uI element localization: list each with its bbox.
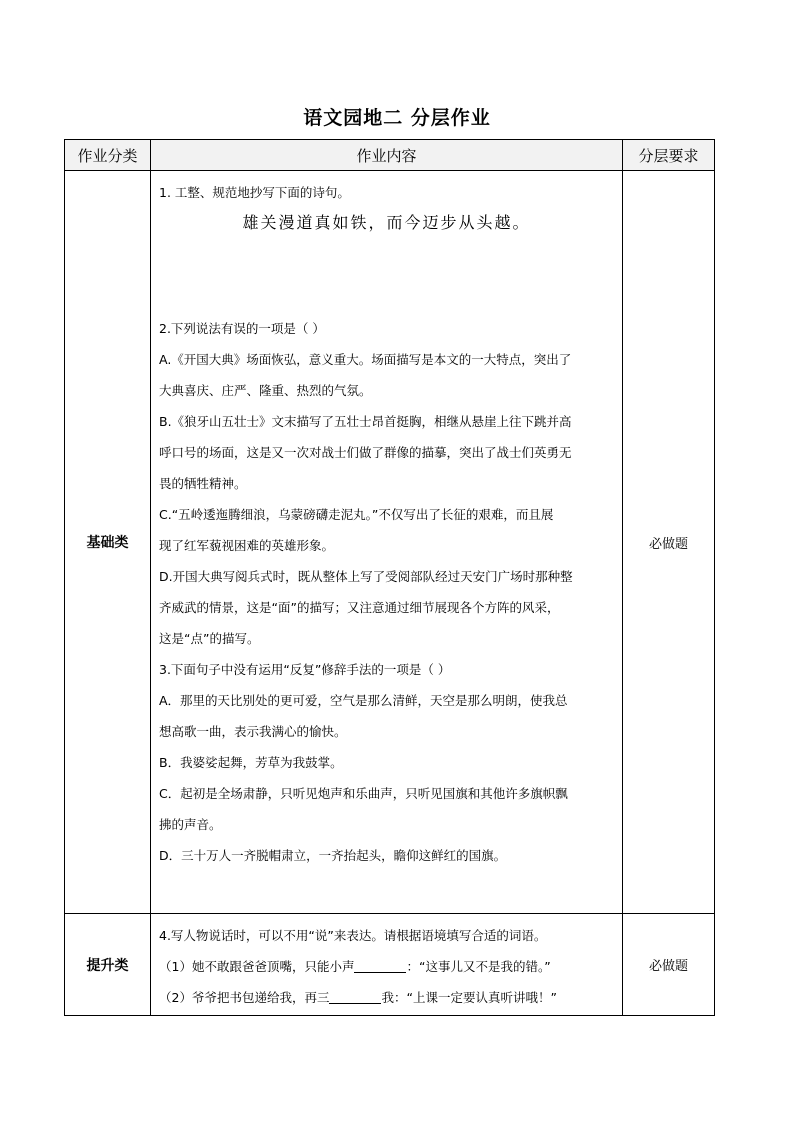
q2-option-a-line2: 大典喜庆、庄严、隆重、热烈的气氛。 <box>159 383 372 398</box>
header-requirement: 分层要求 <box>623 140 715 171</box>
q4-item-2-after: 我：“上课一定要认真听讲哦！” <box>381 990 557 1005</box>
q2-option-c-line1: C.“五岭逶迤腾细浪，乌蒙磅礴走泥丸。”不仅写出了长征的艰难，而且展 <box>159 507 554 522</box>
q3-option-c-line1: C．起初是全场肃静，只听见炮声和乐曲声，只听见国旗和其他许多旗帜飘 <box>159 786 568 801</box>
q4-item-1 <box>159 951 614 982</box>
page-title: 语文园地二 分层作业 <box>303 107 491 129</box>
q3-option-c-line2: 拂的声音。 <box>159 817 222 832</box>
poem-line: 雄关漫道真如铁，而今迈步从头越。 <box>242 213 531 232</box>
q4-item-1-before: （1）她不敢跟爸爸顶嘴，只能小声 <box>159 959 355 974</box>
header-content: 作业内容 <box>151 140 623 171</box>
q4-item-1-after: ：“这事儿又不是我的错。” <box>406 959 551 974</box>
header-category: 作业分类 <box>65 140 151 171</box>
table-row <box>65 171 715 914</box>
requirement-advanced: 必做题 <box>623 914 715 1016</box>
q2-option-d-line3: 这是“点”的描写。 <box>159 631 260 646</box>
fill-blank[interactable] <box>354 958 406 973</box>
q2-option-a-line1: A.《开国大典》场面恢弘，意义重大。场面描写是本文的一大特点，突出了 <box>159 352 572 367</box>
q2-option-c-line2: 现了红军藐视困难的英雄形象。 <box>159 538 335 553</box>
question-1: 1. 工整、规范地抄写下面的诗句。 <box>159 185 350 200</box>
q3-option-a-line1: A．那里的天比别处的更可爱，空气是那么清鲜，天空是那么明朗，使我总 <box>159 693 568 708</box>
q2-option-d-line1: D.开国大典写阅兵式时，既从整体上写了受阅部队经过天安门广场时那种整 <box>159 569 573 584</box>
copy-space <box>159 238 614 313</box>
q2-option-b-line1: B.《狼牙山五壮士》文末描写了五壮士昂首挺胸，相继从悬崖上往下跳并高 <box>159 414 572 429</box>
requirement-basic: 必做题 <box>623 171 715 914</box>
content-advanced <box>151 914 623 1016</box>
fill-blank[interactable] <box>329 989 381 1004</box>
question-2: 2.下列说法有误的一项是（ ） <box>159 321 325 336</box>
category-advanced: 提升类 <box>65 914 151 1016</box>
q2-option-b-line3: 畏的牺牲精神。 <box>159 476 247 491</box>
q3-option-a-line2: 想高歌一曲，表示我满心的愉快。 <box>159 724 347 739</box>
q3-option-d: D．三十万人一齐脱帽肃立，一齐抬起头，瞻仰这鲜红的国旗。 <box>159 848 507 863</box>
category-basic: 基础类 <box>65 171 151 914</box>
table-header-row <box>65 140 715 171</box>
q3-option-b: B．我婆娑起舞，芳草为我鼓掌。 <box>159 755 343 770</box>
q2-option-d-line2: 齐威武的情景，这是“面”的描写；又注意通过细节展现各个方阵的风采， <box>159 600 560 615</box>
q4-item-2-before: （2）爷爷把书包递给我，再三 <box>159 990 330 1005</box>
question-4: 4.写人物说话时，可以不用“说”来表达。请根据语境填写合适的词语。 <box>159 928 547 943</box>
question-3: 3.下面句子中没有运用“反复”修辞手法的一项是（ ） <box>159 662 451 677</box>
content-basic <box>151 171 623 914</box>
homework-table <box>64 139 715 1016</box>
table-row <box>65 914 715 1016</box>
q2-option-b-line2: 呼口号的场面，这是又一次对战士们做了群像的描摹，突出了战士们英勇无 <box>159 445 572 460</box>
q4-item-2 <box>159 982 614 1013</box>
